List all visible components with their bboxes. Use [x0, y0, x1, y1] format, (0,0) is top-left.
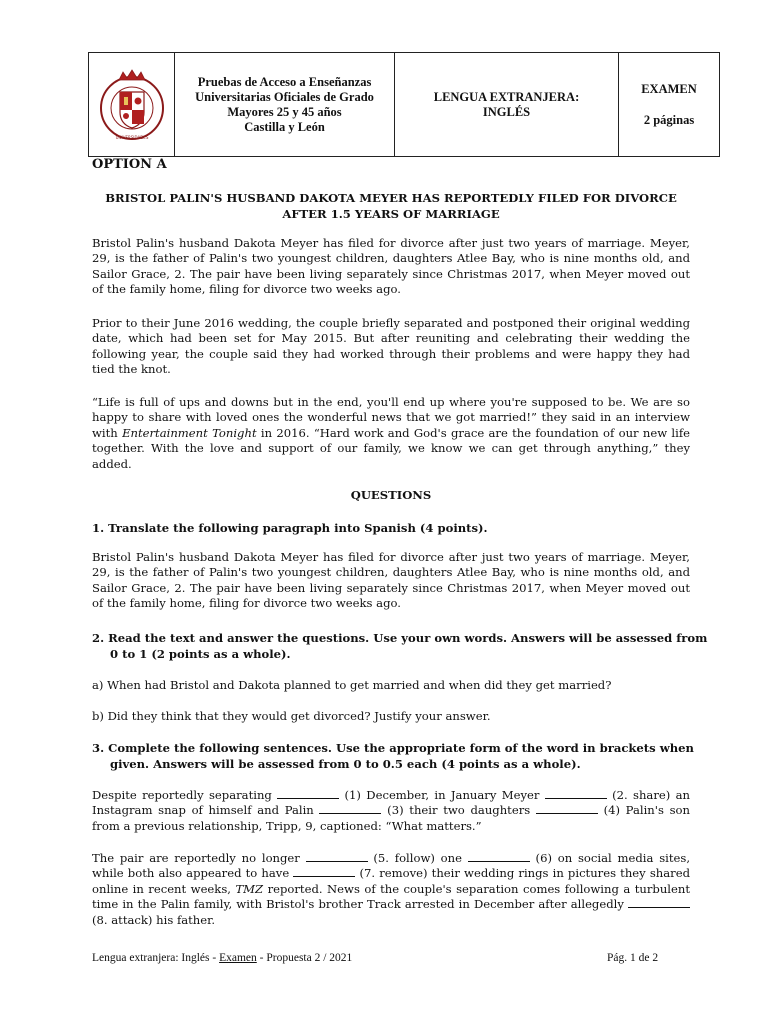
- q3-text: The pair are reportedly no longer: [92, 851, 306, 865]
- logo-cell: [89, 53, 175, 156]
- questions-heading: QUESTIONS: [350, 488, 432, 502]
- question-2a: a) When had Bristol and Dakota planned to get married and when did they get married?: [92, 678, 612, 692]
- answer-blank-4[interactable]: [536, 803, 598, 814]
- footer-suffix: - Propuesta 2 / 2021: [256, 952, 353, 964]
- exam-cell: [619, 53, 719, 156]
- footer-left: [92, 952, 352, 964]
- pages-label: 2 páginas: [643, 112, 695, 127]
- question-3-title-line1: 3. Complete the following sentences. Use the appropriate form of the word in brackets when: [92, 741, 694, 755]
- answer-blank-5[interactable]: [306, 851, 368, 862]
- q3-italic: TMZ: [235, 881, 264, 896]
- question-3-paragraph-2: [92, 851, 690, 928]
- answer-blank-2[interactable]: [545, 788, 607, 799]
- institution-line: Universitarias Oficiales de Grado: [195, 89, 374, 104]
- question-2-title-line2: 0 to 1 (2 points as a whole).: [110, 647, 291, 661]
- footer-prefix: Lengua extranjera: Inglés -: [92, 952, 220, 964]
- q3-text: (1) December, in January Meyer: [339, 788, 545, 802]
- q3-text: (6) on social media sites, while both also appeared to have: [92, 851, 691, 881]
- subject-cell: [395, 53, 619, 156]
- question-3-title: [92, 740, 717, 772]
- paragraph-3-italic: Entertainment Tonight: [122, 425, 257, 440]
- header-table: [88, 52, 720, 157]
- question-3-title-line2: given. Answers will be assessed from 0 to 0.5 each (4 points as a whole).: [110, 757, 581, 771]
- question-1-text: Bristol Palin's husband Dakota Meyer has filed for divorce after just two years of marriage. Meyer, 29, is the father of Palin's two youngest children, daughters Atlee Bay, who is nine months old, and Sailor Grace, 2. The pair have been living separately since Christmas 2017, when Meyer moved out of the family home, filing for divorce two weeks ago.: [92, 550, 690, 611]
- q3-text: reported. News of the couple's separation comes following a turbulent time in the Palin family, with Bristol's brother Track arrested in December after allegedly: [92, 881, 691, 912]
- q3-text: (4) Palin's son from a previous relationship, Tripp, 9, captioned: “What matters.”: [92, 803, 690, 833]
- institution-line: Castilla y León: [244, 119, 325, 134]
- paragraph-2: Prior to their June 2016 wedding, the couple briefly separated and postponed their original wedding date, which had been set for May 2015. But after reuniting and celebrating their wedding the following year, the couple said they had worked through their problems and were happy they had tied the knot.: [92, 316, 690, 377]
- option-heading: OPTION A: [92, 157, 167, 172]
- answer-blank-3[interactable]: [319, 803, 381, 814]
- question-2b: b) Did they think that they would get divorced? Justify your answer.: [92, 709, 491, 723]
- q3-text: (8. attack) his father.: [92, 912, 216, 927]
- question-3-paragraph-1: [92, 788, 690, 834]
- q3-text: (3) their two daughters: [381, 803, 536, 818]
- answer-blank-6[interactable]: [468, 851, 530, 862]
- institution-line: Mayores 25 y 45 años: [227, 104, 342, 119]
- q3-text: (2. share) an Instagram snap of himself and Palin: [92, 788, 690, 818]
- subject-line: INGLÉS: [482, 104, 531, 119]
- exam-label: EXAMEN: [641, 81, 697, 96]
- q3-text: (7. remove) their wedding rings in pictures they shared online in recent weeks,: [92, 866, 690, 896]
- institution-line: Pruebas de Acceso a Enseñanzas: [197, 74, 372, 89]
- article-headline: BRISTOL PALIN'S HUSBAND DAKOTA MEYER HAS REPORTEDLY FILED FOR DIVORCE AFTER 1.5 YEARS OF MARRIAGE: [105, 191, 677, 221]
- footer-page-number: Pág. 1 de 2: [607, 952, 659, 964]
- subject-line: LENGUA EXTRANJERA:: [433, 89, 580, 104]
- paragraph-1: Bristol Palin's husband Dakota Meyer has filed for divorce after just two years of marriage. Meyer, 29, is the father of Palin's two youngest children, daughters Atlee Bay, who is nine months old, and Sailor Grace, 2. The pair have been living separately since Christmas 2017, when Meyer moved out of the family home, filing for divorce two weeks ago.: [92, 236, 690, 297]
- university-seal-logo: [99, 68, 165, 142]
- answer-blank-8[interactable]: [628, 897, 690, 908]
- q3-text: Despite reportedly separating: [92, 788, 278, 802]
- paragraph-3-part-a: “Life is full of ups and downs but in the end, you'll end up where you're supposed to be. We are so happy to share with loved ones the wonderful news that we got married!” they said in an interview with: [92, 395, 690, 440]
- answer-blank-1[interactable]: [277, 788, 339, 799]
- q3-text: (5. follow) one: [367, 851, 468, 865]
- institution-cell: [175, 53, 395, 156]
- footer-exam-link: Examen: [219, 952, 257, 964]
- question-1-title: 1. Translate the following paragraph into Spanish (4 points).: [92, 521, 488, 535]
- question-2-title: [92, 630, 717, 662]
- answer-blank-7[interactable]: [293, 866, 355, 877]
- svg-text:UNIVERSIDADES: UNIVERSIDADES: [115, 134, 148, 140]
- paragraph-3: [92, 395, 690, 472]
- question-2-title-line1: 2. Read the text and answer the questions. Use your own words. Answers will be assessed from: [92, 631, 708, 645]
- paragraph-3-part-b: in 2016. “Hard work and God's grace are the foundation of our new life together. With the love and support of our family, we know we can get through anything,” they added.: [92, 425, 690, 471]
